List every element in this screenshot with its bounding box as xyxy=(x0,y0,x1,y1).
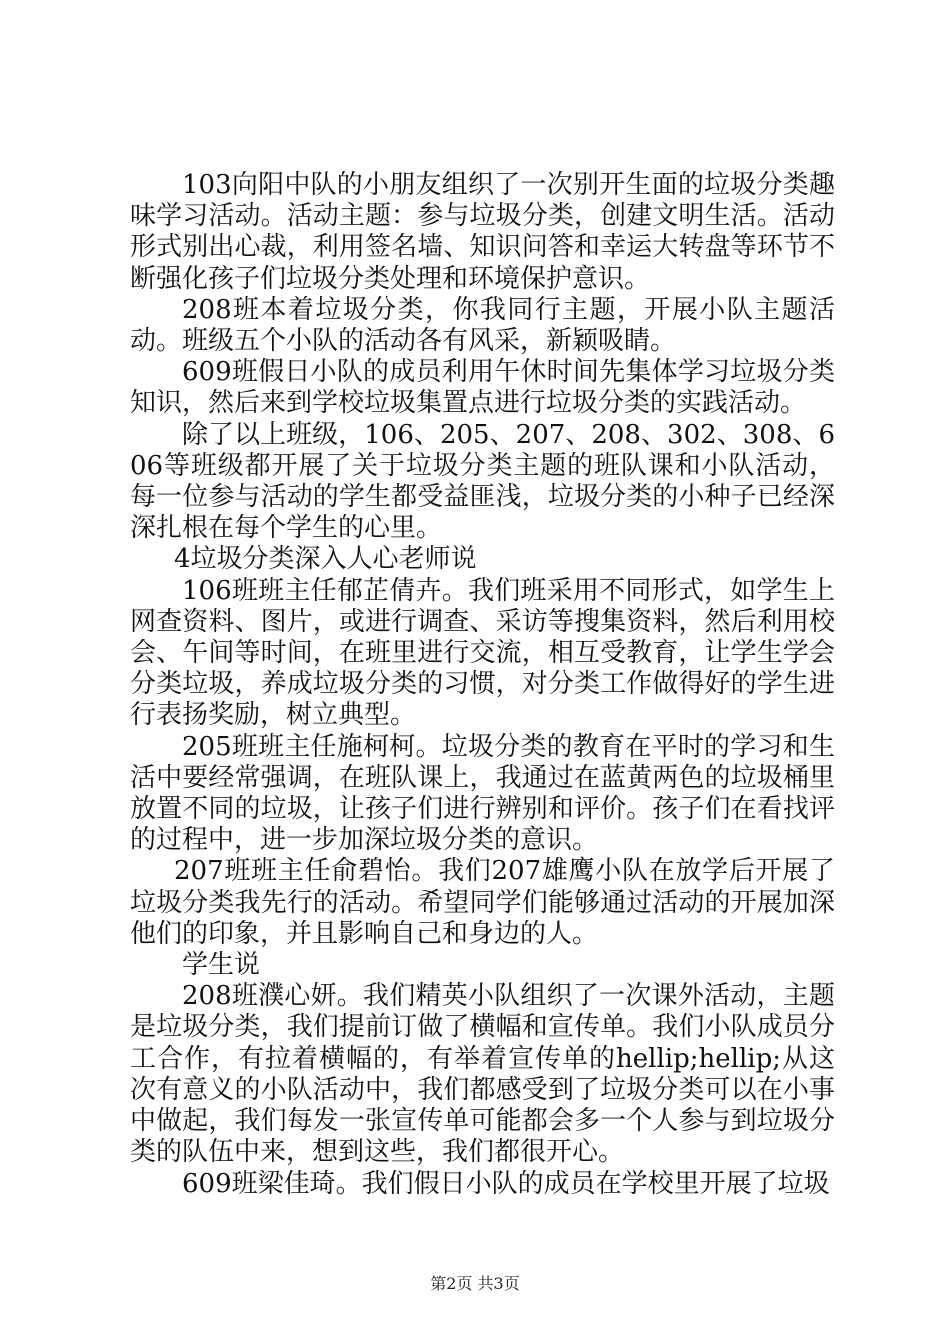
document-body xyxy=(130,170,835,1200)
paragraph-class-208: 208班本着垃圾分类，你我同行主题，开展小队主题活动。班级五个小队的活动各有风采，新颖吸睛。 xyxy=(130,294,835,357)
paragraph-class-103: 103向阳中队的小朋友组织了一次别开生面的垃圾分类趣味学习活动。活动主题：参与垃圾分类，创建文明生活。活动形式别出心裁，利用签名墙、知识问答和幸运大转盘等环节不断强化孩子们垃圾分类处理和环境保护意识。 xyxy=(130,170,835,294)
paragraph-teacher-205: 205班班主任施柯柯。垃圾分类的教育在平时的学习和生活中要经常强调，在班队课上，我通过在蓝黄两色的垃圾桶里放置不同的垃圾，让孩子们进行辨别和评价。孩子们在看找评的过程中，进一步加深垃圾分类的意识。 xyxy=(130,731,835,856)
paragraph-teacher-106: 106班班主任郁芷倩卉。我们班采用不同形式，如学生上网查资料、图片，或进行调查、采访等搜集资料，然后利用校会、午间等时间，在班里进行交流，相互受教育，让学生学会分类垃圾，养成垃圾分类的习惯，对分类工作做得好的学生进行表扬奖励，树立典型。 xyxy=(130,575,835,731)
paragraph-student-609: 609班梁佳琦。我们假日小队的成员在学校里开展了垃圾 xyxy=(182,1168,830,1199)
paragraph-other-classes: 除了以上班级，106、205、207、208、302、308、606等班级都开展了关于垃圾分类主题的班队课和小队活动，每一位参与活动的学生都受益匪浅，垃圾分类的小种子已经深深扎根在每个学生的心里。 xyxy=(130,419,835,544)
paragraph-teacher-207: 207班班主任俞碧怡。我们207雄鹰小队在放学后开展了垃圾分类我先行的活动。希望同学们能够通过活动的开展加深他们的印象，并且影响自己和身边的人。 xyxy=(130,856,835,949)
page-footer: 第2页 共3页 xyxy=(430,1274,520,1293)
paragraph-class-609: 609班假日小队的成员利用午休时间先集体学习垃圾分类知识，然后来到学校垃圾集置点进行垃圾分类的实践活动。 xyxy=(130,357,835,419)
paragraph-student-208: 208班濮心妍。我们精英小队组织了一次课外活动，主题是垃圾分类，我们提前订做了横幅和宣传单。我们小队成员分工合作，有拉着横幅的，有举着宣传单的hellip;hellip;从这次有意义的小队活动中，我们都感受到了垃圾分类可以在小事中做起，我们每发一张宣传单可能都会多一个人参与到垃圾分类的队伍中来，想到这些，我们都很开心。 xyxy=(130,981,835,1168)
section-heading-teachers: 4垃圾分类深入人心老师说 xyxy=(174,544,477,575)
section-heading-students: 学生说 xyxy=(182,950,261,981)
